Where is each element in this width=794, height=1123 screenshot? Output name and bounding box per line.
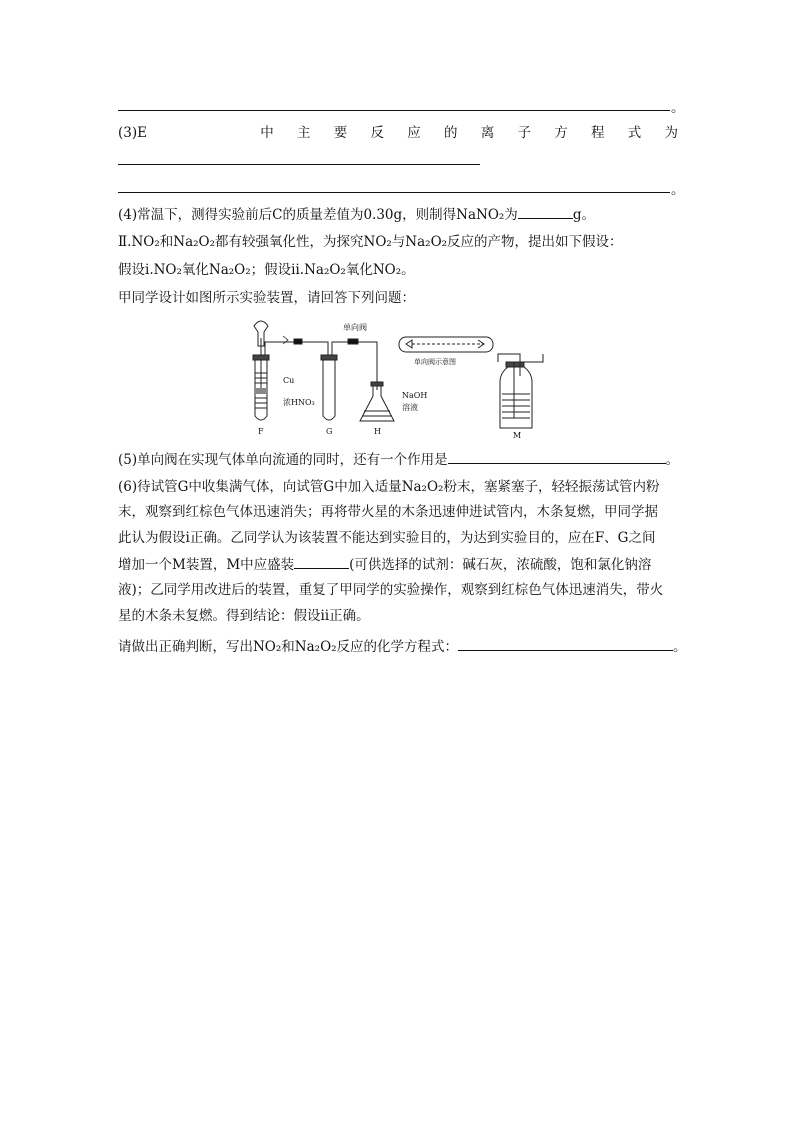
hno3-label: 浓HNO₃: [283, 398, 315, 407]
answer-line[interactable]: [118, 164, 480, 165]
cu-label: Cu: [283, 376, 295, 385]
question-6-line-1: (6)待试管G中收集满气体，向试管G中加入适量Na₂O₂粉末，塞紧塞子，轻轻振荡试管内粉: [118, 479, 660, 495]
label-m: M: [513, 431, 522, 438]
answer-blank[interactable]: [458, 636, 673, 651]
label-g: G: [326, 427, 333, 436]
part-2-intro: Ⅱ.NO₂和Na₂O₂都有较强氧化性，为探究NO₂与Na₂O₂反应的产物，提出如下假设：: [118, 234, 623, 250]
question-6-line-3: 此认为假设ⅰ正确。乙同学认为该装置不能达到实验目的，为达到实验目的，应在F、G之间: [118, 530, 656, 546]
design-intro: 甲同学设计如图所示实验装置，请回答下列问题：: [118, 290, 415, 306]
period: 。: [671, 100, 685, 116]
hypotheses: 假设ⅰ.NO₂氧化Na₂O₂；假设ⅱ.Na₂O₂氧化NO₂。: [118, 262, 415, 278]
apparatus-figure: [246, 318, 550, 438]
answer-blank[interactable]: [518, 204, 573, 219]
tube-g: [321, 342, 348, 420]
question-6-line-6: 星的木条未复燃。得到结论：假设ⅱ正确。: [118, 608, 370, 624]
question-6-line-4: 增加一个M装置，M中应盛装 (可供选择的试剂：碱石灰，浓硫酸，饱和氯化钠溶: [118, 554, 651, 575]
answer-line[interactable]: [118, 110, 670, 111]
question-6-line-5: 液)；乙同学用改进后的装置，重复了甲同学的实验操作，观察到红棕色气体迅速消失，带火: [118, 582, 664, 598]
label-h: H: [374, 427, 381, 436]
valve-diagram: [399, 337, 493, 352]
valve-label: 单向阀: [343, 323, 367, 332]
question-3: (3)E 中 主 要 反 应 的 离 子 方 程 式 为: [118, 125, 678, 141]
question-4: (4)常温下，测得实验前后C的质量差值为0.30g，则制得NaNO₂为 g。: [118, 204, 595, 225]
answer-line[interactable]: [118, 192, 670, 193]
question-5: (5)单向阀在实现气体单向流通的同时，还有一个作用是 。: [118, 449, 679, 470]
answer-blank[interactable]: [294, 554, 349, 569]
one-way-valve: [348, 339, 358, 344]
bottle-m: [498, 354, 543, 428]
label-f: F: [258, 427, 264, 436]
question-6-line-2: 末，观察到红棕色气体迅速消失；再将带火星的木条迅速伸进试管内，木条复燃，甲同学据: [118, 504, 658, 520]
valve-diagram-label: 单向阀示意图: [414, 358, 456, 366]
period: 。: [671, 182, 685, 198]
final-question: 请做出正确判断，写出NO₂和Na₂O₂反应的化学方程式： 。: [118, 636, 687, 657]
naoh-label: NaOH: [402, 391, 428, 400]
answer-blank[interactable]: [448, 449, 666, 464]
solution-label: 溶液: [402, 403, 418, 412]
